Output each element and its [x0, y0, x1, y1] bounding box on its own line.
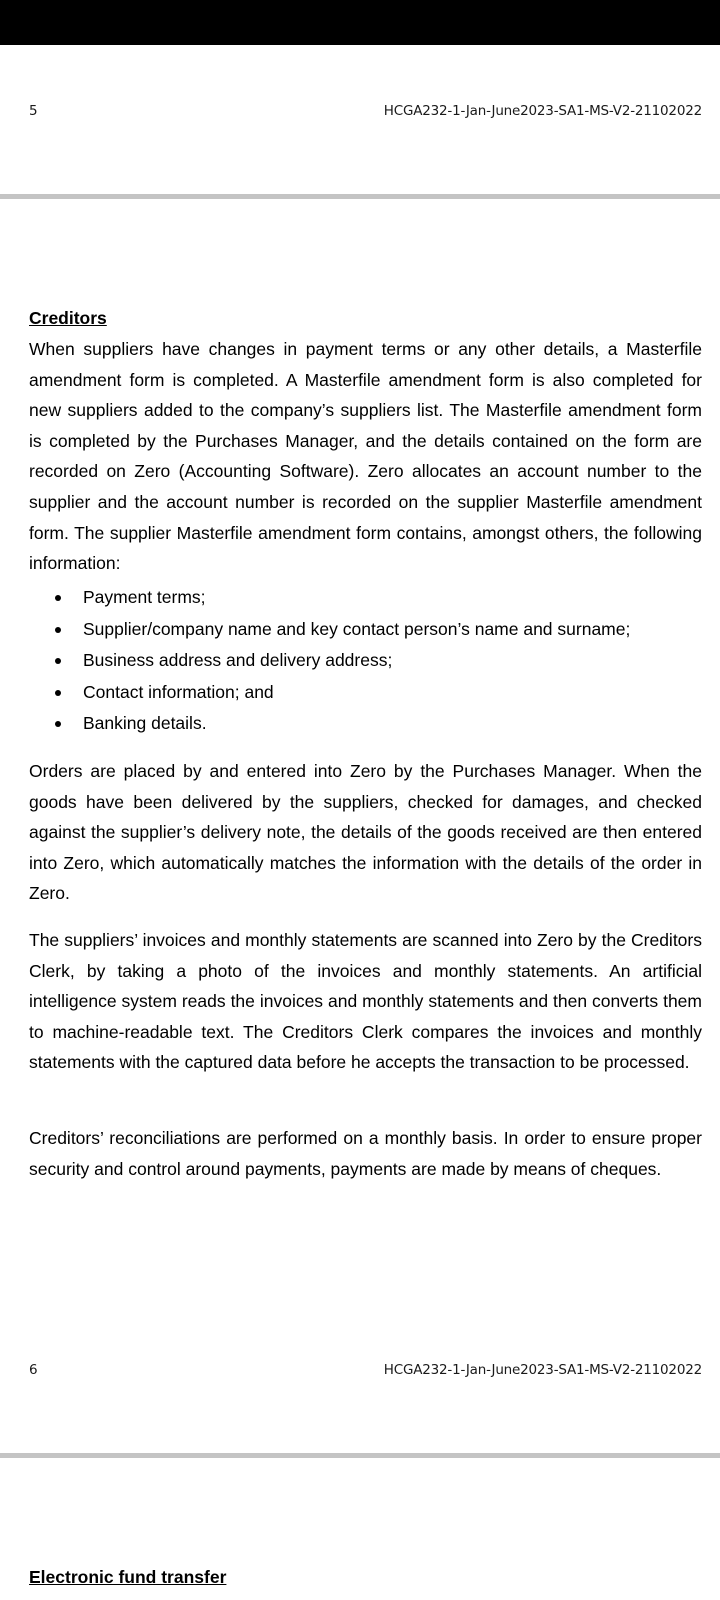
list-item-text: Banking details.: [83, 713, 207, 733]
list-item-text: Business address and delivery address;: [83, 650, 393, 670]
bullet-dot-icon: [55, 690, 61, 696]
list-item: [29, 582, 702, 614]
page-number: 5: [29, 103, 38, 119]
invoices-paragraph: The suppliers’ invoices and monthly statements are scanned into Zero by the Creditors Clerk, by taking a photo of the invoices and monthly statements. An artificial intelligence system reads the invoices and monthly statements and then converts them to machine-readable text. The Creditors Clerk compares the invoices and monthly statements with the captured data before he accepts the transaction to be processed.: [29, 930, 702, 1073]
bullet-dot-icon: [55, 595, 61, 601]
list-item: [29, 614, 702, 646]
page-separator: [0, 1453, 720, 1458]
page-number: 6: [29, 1362, 38, 1378]
bullet-dot-icon: [55, 721, 61, 727]
list-item: [29, 645, 702, 677]
creditors-intro-paragraph: When suppliers have changes in payment terms or any other details, a Masterfile amendment form is completed. A Masterfile amendment form is also completed for new suppliers added to the company’s suppliers list. The Masterfile amendment form is completed by the Purchases Manager, and the details contained on the form are recorded on Zero (Accounting Software). Zero allocates an account number to the supplier and the account number is recorded on the supplier Masterfile amendment form. The supplier Masterfile amendment form contains, amongst others, the following information:: [29, 339, 702, 574]
status-bar: [0, 0, 720, 45]
list-item-text: Contact information; and: [83, 681, 274, 702]
document-code: HCGA232-1-Jan-June2023-SA1-MS-V2-21102022: [383, 1362, 702, 1378]
bullet-dot-icon: [55, 627, 61, 633]
section-heading-eft: Electronic fund transfer: [29, 1567, 227, 1587]
orders-paragraph: Orders are placed by and entered into Zero by the Purchases Manager. When the goods have been delivered by the suppliers, checked for damages, and checked against the supplier’s delivery note, the details of the goods received are then entered into Zero, which automatically matches the information with the details of the order in Zero.: [29, 761, 702, 904]
bullet-dot-icon: [55, 658, 61, 664]
list-item-text: Supplier/company name and key contact person’s name and surname;: [83, 618, 631, 639]
document-code: HCGA232-1-Jan-June2023-SA1-MS-V2-21102022: [383, 103, 702, 119]
section-heading-creditors: Creditors: [29, 308, 107, 328]
list-item: [29, 708, 702, 740]
masterfile-info-list: [29, 582, 702, 740]
page-header: [29, 1362, 702, 1382]
list-item-text: Payment terms;: [83, 587, 206, 607]
reconciliations-paragraph: Creditors’ reconciliations are performed on a monthly basis. In order to ensure proper security and control around payments, payments are made by means of cheques.: [29, 1128, 702, 1179]
page-separator: [0, 194, 720, 199]
list-item: [29, 677, 702, 709]
page-header: [29, 103, 702, 123]
